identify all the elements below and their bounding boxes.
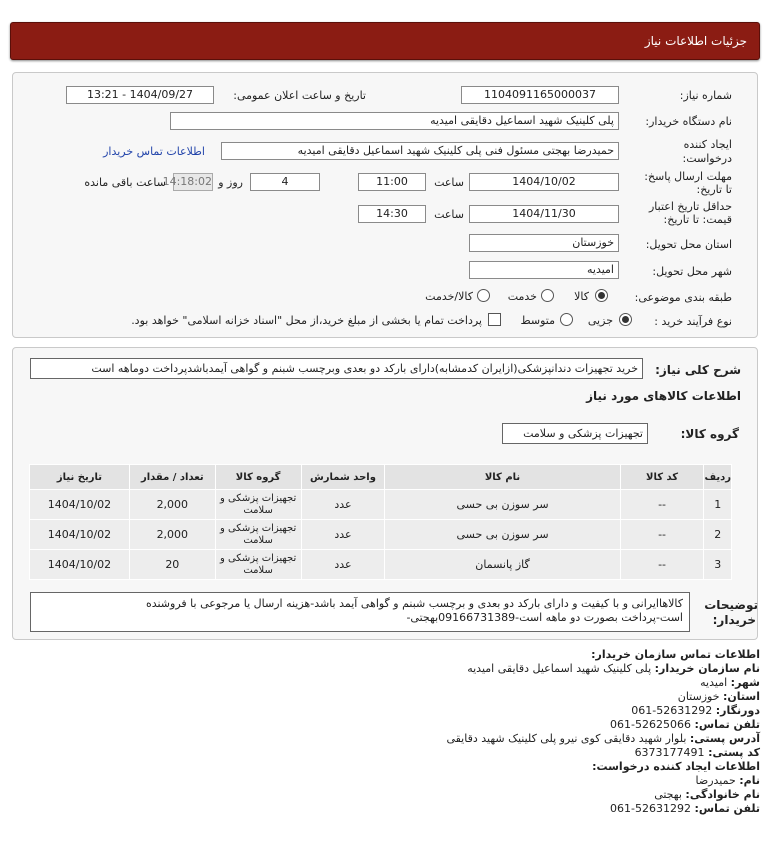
buyer-notes-field <box>30 592 690 632</box>
announce-date-label: تاریخ و ساعت اعلان عمومی: <box>233 89 366 102</box>
validity-time-field: 14:30 <box>358 205 426 223</box>
col-header-unit: واحد شمارش <box>301 465 385 490</box>
deadline-label-1: مهلت ارسال پاسخ: <box>644 170 732 183</box>
deadline-time-label: ساعت <box>434 176 464 189</box>
contact-fax: دورنگار: 52631292-061 <box>631 704 760 717</box>
page-header <box>10 22 760 60</box>
buyer-notes-label-2: خریدار: <box>712 613 756 627</box>
cell-date: 1404/10/02 <box>30 490 130 520</box>
need-number-label: شماره نیاز: <box>679 89 732 102</box>
deadline-label-2: تا تاریخ: <box>696 183 732 196</box>
summary-label: شرح کلی نیاز: <box>655 363 741 377</box>
buyer-notes-label-1: توضیحات <box>704 598 758 612</box>
goods-group-label: گروه کالا: <box>680 427 739 441</box>
goods-group-field: تجهیزات پزشکی و سلامت <box>502 423 648 444</box>
cell-qty: 2,000 <box>129 520 215 550</box>
table-header-row <box>30 465 732 490</box>
treasury-checkbox[interactable] <box>488 313 501 326</box>
cell-group: تجهیزات پزشکی و سلامت <box>215 520 301 550</box>
col-header-name: نام کالا <box>385 465 620 490</box>
city-label: شهر محل تحویل: <box>652 265 732 278</box>
deadline-date-field: 1404/10/02 <box>469 173 619 191</box>
cell-code: -- <box>620 550 704 580</box>
page-title: جزئیات اطلاعات نیاز <box>644 34 747 48</box>
remaining-time-label: ساعت باقی مانده <box>84 176 166 189</box>
cell-code: -- <box>620 520 704 550</box>
creator-label-2: درخواست: <box>682 152 732 165</box>
cell-index: 3 <box>704 550 732 580</box>
category-goods-service-label: کالا/خدمت <box>425 290 473 303</box>
cell-qty: 20 <box>129 550 215 580</box>
deadline-time-field: 11:00 <box>358 173 426 191</box>
summary-field: خرید تجهیزات دندانپزشکی(ازایران کدمشابه)دارای بارکد دو بعدی وبرچسب شبنم و گواهی آیمدباشدپرداخت دوماهه است <box>30 358 643 379</box>
category-goods-radio[interactable] <box>595 289 608 302</box>
validity-label-2: قیمت: تا تاریخ: <box>663 213 732 226</box>
cell-unit: عدد <box>301 550 385 580</box>
cell-qty: 2,000 <box>129 490 215 520</box>
category-service-label: خدمت <box>507 290 537 303</box>
category-label: طبقه بندی موضوعی: <box>634 291 732 304</box>
contact-city: شهر: امیدیه <box>700 676 760 689</box>
need-number-field: 1104091165000037 <box>461 86 619 104</box>
remaining-time-field: 14:18:02 <box>173 173 213 191</box>
table-row <box>30 490 732 520</box>
purchase-partial-radio[interactable] <box>619 313 632 326</box>
buyer-notes-line-2: است-پرداخت بصورت دو ماهه است-09166731389بهجتی- <box>406 611 683 624</box>
contact-province: استان: خوزستان <box>677 690 760 703</box>
category-goods-label: کالا <box>574 290 589 303</box>
remaining-days-field: 4 <box>250 173 320 191</box>
contact-phone: تلفن تماس: 52625066-061 <box>610 718 760 731</box>
cell-name: سر سوزن بی حسی <box>385 490 620 520</box>
validity-date-field: 1404/11/30 <box>469 205 619 223</box>
col-header-row: ردیف <box>704 465 732 490</box>
cell-index: 2 <box>704 520 732 550</box>
cell-group: تجهیزات پزشکی و سلامت <box>215 490 301 520</box>
treasury-note: پرداخت تمام یا بخشی از مبلغ خرید،از محل "اسناد خزانه اسلامی" خواهد بود. <box>131 314 482 327</box>
creator-field: حمیدرضا بهجتی مسئول فنی پلی کلینیک شهید اسماعیل دقایقی امیدیه <box>221 142 619 160</box>
validity-label-1: حداقل تاریخ اعتبار <box>648 200 732 213</box>
cell-index: 1 <box>704 490 732 520</box>
cell-group: تجهیزات پزشکی و سلامت <box>215 550 301 580</box>
col-header-group: گروه کالا <box>215 465 301 490</box>
province-field: خوزستان <box>469 234 619 252</box>
col-header-code: کد کالا <box>620 465 704 490</box>
days-label: روز و <box>218 176 243 189</box>
cell-unit: عدد <box>301 490 385 520</box>
cell-date: 1404/10/02 <box>30 550 130 580</box>
purchase-type-label: نوع فرآیند خرید : <box>654 315 732 328</box>
table-row <box>30 550 732 580</box>
creator-phone: تلفن تماس: 52631292-061 <box>610 802 760 815</box>
cell-name: سر سوزن بی حسی <box>385 520 620 550</box>
cell-date: 1404/10/02 <box>30 520 130 550</box>
validity-time-label: ساعت <box>434 208 464 221</box>
creator-family: نام خانوادگی: بهجتی <box>654 788 760 801</box>
category-goods-service-radio[interactable] <box>477 289 490 302</box>
goods-table-grid <box>29 464 732 580</box>
category-service-radio[interactable] <box>541 289 554 302</box>
province-label: استان محل تحویل: <box>645 238 732 251</box>
contact-address: آدرس پستی: بلوار شهید دقایقی کوی نیرو پلی کلینیک شهید دقایقی <box>446 732 760 745</box>
purchase-partial-label: جزیی <box>587 314 613 327</box>
purchase-medium-label: متوسط <box>520 314 555 327</box>
announce-date-field: 1404/09/27 - 13:21 <box>66 86 214 104</box>
col-header-date: تاریخ نیاز <box>30 465 130 490</box>
contact-org: نام سازمان خریدار: پلی کلینیک شهید اسماعیل دقایقی امیدیه <box>467 662 760 675</box>
city-field: امیدیه <box>469 261 619 279</box>
col-header-qty: تعداد / مقدار <box>129 465 215 490</box>
creator-label-1: ایجاد کننده <box>683 138 732 151</box>
table-row <box>30 520 732 550</box>
goods-section-title: اطلاعات کالاهای مورد نیاز <box>586 389 741 403</box>
buyer-org-label: نام دستگاه خریدار: <box>645 115 732 128</box>
buyer-contact-link[interactable]: اطلاعات تماس خریدار <box>103 145 205 158</box>
creator-info-title: اطلاعات ایجاد کننده درخواست: <box>592 760 760 773</box>
creator-name: نام: حمیدرضا <box>695 774 760 787</box>
buyer-notes-line-1: کالاهاایرانی و با کیفیت و دارای بارکد دو بعدی و برچسب شبنم و گواهی آیمد باشد-هزینه ارسال یا مرجوعی با فروشنده <box>145 597 683 610</box>
cell-unit: عدد <box>301 520 385 550</box>
buyer-org-field: پلی کلینیک شهید اسماعیل دقایقی امیدیه <box>170 112 619 130</box>
contact-title: اطلاعات تماس سازمان خریدار: <box>591 648 760 661</box>
contact-postal: کد پستی: 6373177491 <box>634 746 760 759</box>
cell-name: گاز پانسمان <box>385 550 620 580</box>
cell-code: -- <box>620 490 704 520</box>
purchase-medium-radio[interactable] <box>560 313 573 326</box>
